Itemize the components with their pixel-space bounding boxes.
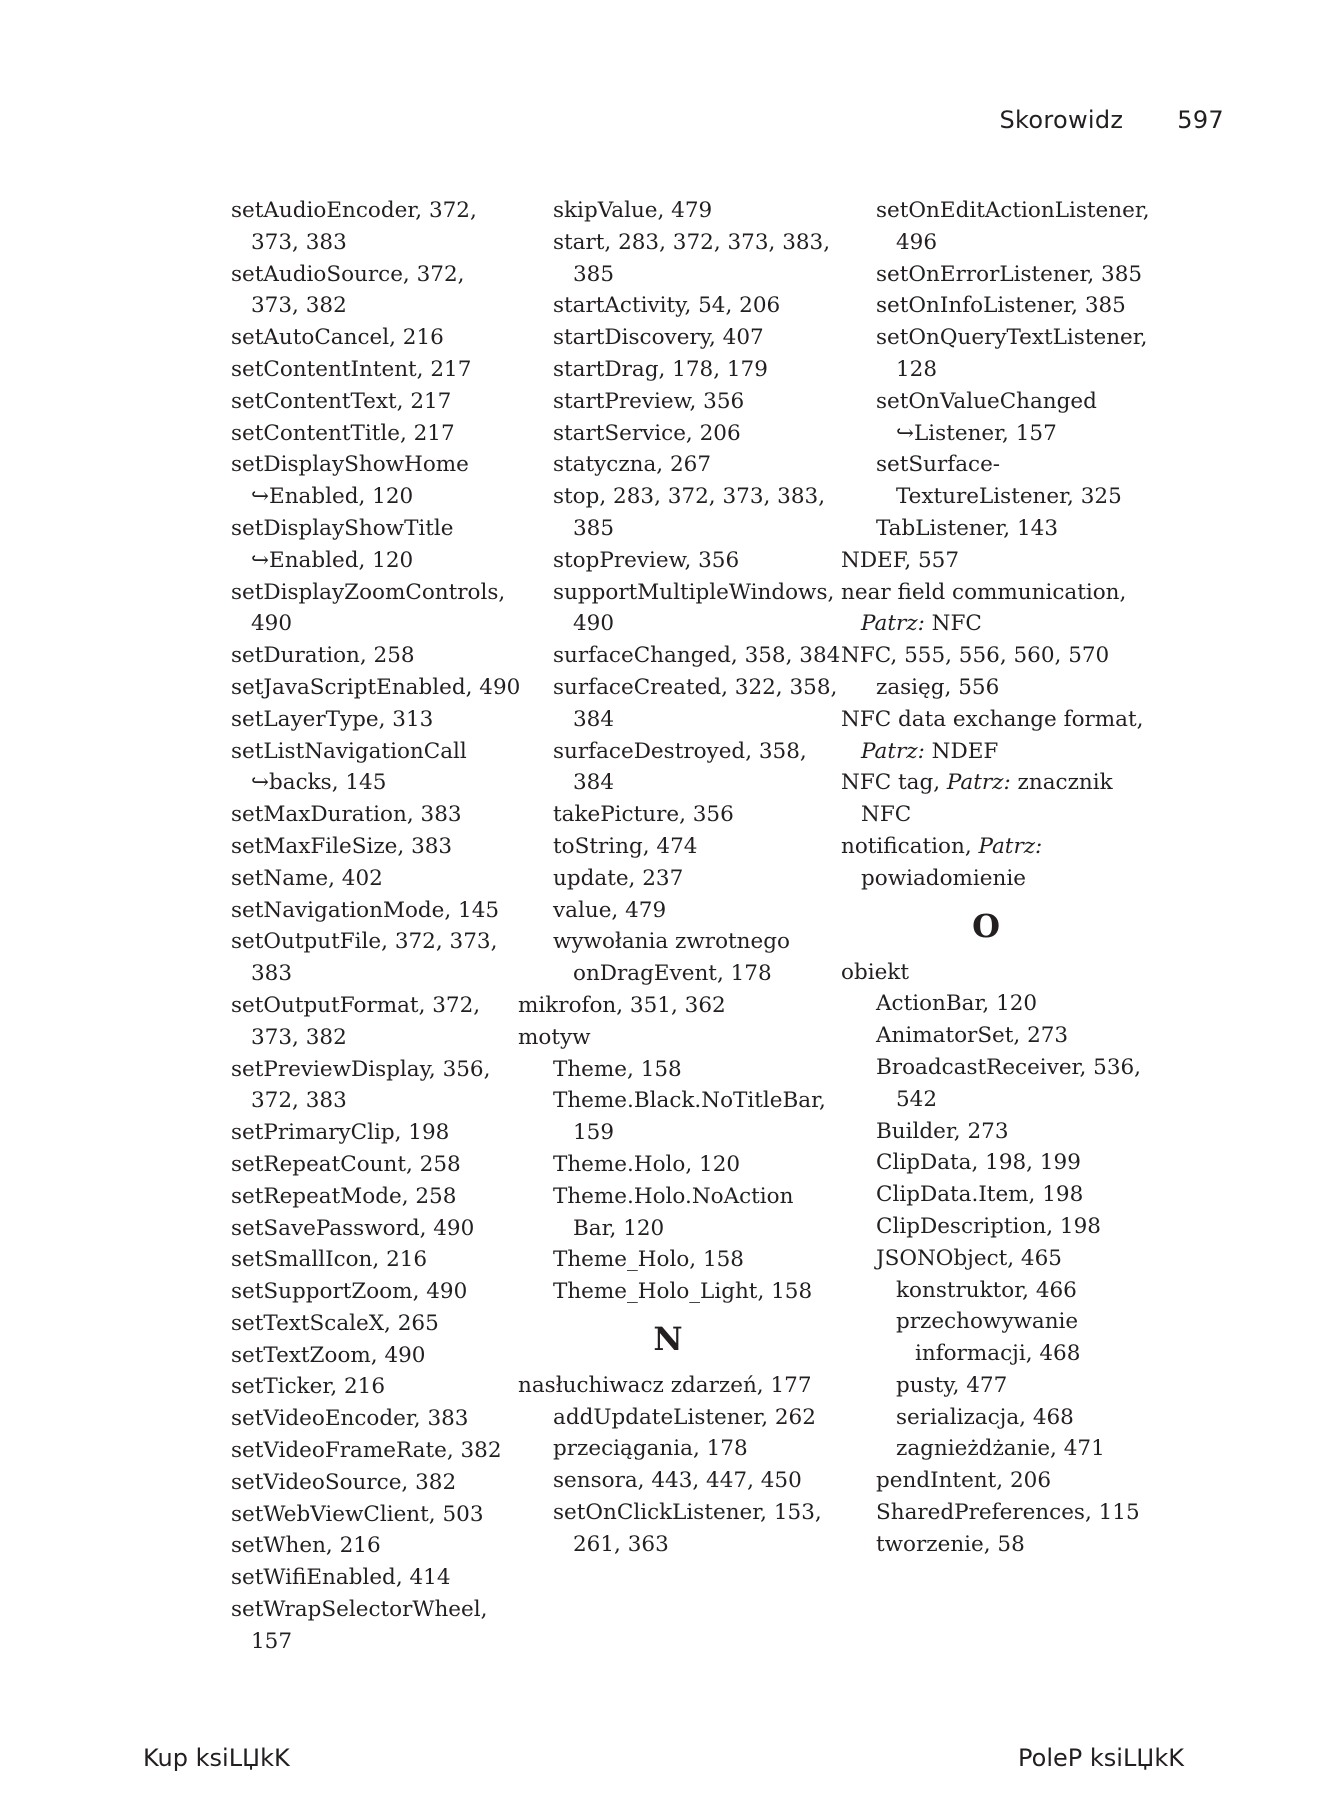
index-entry: 383 (251, 961, 293, 987)
index-entry: setOnInfoListener, 385 (876, 293, 1126, 319)
index-entry: 490 (251, 611, 293, 637)
see-reference-label: Patrz: (946, 770, 1011, 796)
index-entry: setOnClickListener, 153, (553, 1500, 822, 1526)
index-entry: TextureListener, 325 (896, 484, 1122, 510)
running-head-title: Skorowidz (999, 106, 1124, 134)
index-entry: 542 (896, 1086, 938, 1112)
index-entry: Patrz: NFC (861, 611, 982, 637)
index-entry: setPrimaryClip, 198 (231, 1120, 450, 1146)
index-entry: setAutoCancel, 216 (231, 325, 444, 351)
index-entry: setSavePassword, 490 (231, 1215, 475, 1241)
index-entry: setOnErrorListener, 385 (876, 261, 1143, 287)
index-entry: setMaxDuration, 383 (231, 802, 462, 828)
index-entry: setDuration, 258 (231, 643, 415, 669)
index-entry: ClipDescription, 198 (876, 1213, 1101, 1239)
index-entry: setWhen, 216 (231, 1533, 381, 1559)
index-entry: Builder, 273 (876, 1118, 1009, 1144)
index-entry: ↪Enabled, 120 (251, 547, 414, 573)
index-entry: ↪backs, 145 (251, 770, 387, 796)
index-entry: startDrag, 178, 179 (553, 356, 768, 382)
index-entry: start, 283, 372, 373, 383, (553, 229, 831, 255)
index-entry: 385 (573, 515, 615, 541)
index-column-1 (231, 195, 531, 1658)
index-entry: ClipData, 198, 199 (876, 1150, 1081, 1176)
index-entry: powiadomienie (861, 865, 1026, 891)
see-reference-label: Patrz: (861, 738, 925, 764)
index-entry: serializacja, 468 (896, 1404, 1074, 1430)
index-entry: setSurface- (876, 452, 1001, 478)
index-entry: value, 479 (553, 897, 667, 923)
index-entry: Theme.Holo, 120 (553, 1151, 741, 1177)
index-entry: setRepeatMode, 258 (231, 1183, 457, 1209)
index-entry: ActionBar, 120 (876, 991, 1038, 1017)
index-entry: update, 237 (553, 865, 684, 891)
index-entry: setContentText, 217 (231, 388, 452, 414)
index-entry: Theme.Black.NoTitleBar, (553, 1088, 826, 1114)
index-entry: 373, 382 (251, 293, 347, 319)
index-entry: toString, 474 (553, 833, 698, 859)
footer-recommend-link[interactable]: PoleP ksiLЏkK (1018, 1744, 1184, 1772)
index-entry: 384 (573, 706, 615, 732)
index-entry: przeciągania, 178 (553, 1436, 748, 1462)
index-entry: setName, 402 (231, 865, 383, 891)
index-entry: setOnEditActionListener, (876, 198, 1150, 223)
index-entry: setSmallIcon, 216 (231, 1247, 428, 1273)
index-entry: startDiscovery, 407 (553, 325, 764, 351)
index-entry: 373, 383 (251, 229, 347, 255)
index-entry: Theme, 158 (553, 1056, 682, 1082)
index-entry: skipValue, 479 (553, 198, 713, 223)
index-entry: 384 (573, 770, 615, 796)
index-entry: 490 (573, 611, 615, 637)
index-entry: zasięg, 556 (876, 674, 1000, 700)
index-entry: 385 (573, 261, 615, 287)
index-entry: JSONObject, 465 (876, 1245, 1062, 1271)
index-entry: setVideoFrameRate, 382 (231, 1438, 502, 1464)
index-entry: stop, 283, 372, 373, 383, (553, 484, 826, 510)
index-entry: setDisplayZoomControls, (231, 579, 506, 605)
index-entry: surfaceChanged, 358, 384 (553, 643, 841, 669)
index-entry: setTicker, 216 (231, 1374, 386, 1400)
index-entry: onDragEvent, 178 (573, 961, 772, 987)
index-entry: informacji, 468 (915, 1341, 1081, 1367)
footer-buy-link[interactable]: Kup ksiLЏkK (143, 1744, 290, 1772)
index-entry: 372, 383 (251, 1088, 347, 1114)
index-entry: setWifiEnabled, 414 (231, 1565, 451, 1591)
index-entry: setRepeatCount, 258 (231, 1151, 461, 1177)
index-entry: setLayerType, 313 (231, 706, 434, 732)
index-entry: setTextScaleX, 265 (231, 1310, 439, 1336)
index-entry: setContentIntent, 217 (231, 356, 472, 382)
index-entry: nasłuchiwacz zdarzeń, 177 (518, 1372, 812, 1398)
index-entry: obiekt (841, 959, 909, 985)
index-entry: setWrapSelectorWheel, (231, 1597, 488, 1623)
index-entry: ClipData.Item, 198 (876, 1182, 1084, 1208)
index-entry: setMaxFileSize, 383 (231, 833, 453, 859)
index-entry: mikrofon, 351, 362 (518, 992, 726, 1018)
index-entry: pusty, 477 (896, 1372, 1008, 1398)
section-letter: O (972, 906, 1000, 945)
index-entry: setDisplayShowHome (231, 452, 469, 478)
index-entry: 128 (896, 356, 938, 382)
index-entry: startActivity, 54, 206 (553, 293, 781, 319)
index-entry: near field communication, (841, 579, 1127, 605)
index-entry: Theme.Holo.NoAction (553, 1183, 794, 1209)
index-entry: setAudioEncoder, 372, (231, 198, 477, 223)
index-entry: pendIntent, 206 (876, 1468, 1051, 1494)
index-entry: konstruktor, 466 (896, 1277, 1077, 1303)
index-entry: statyczna, 267 (553, 452, 712, 478)
index-entry: przechowywanie (896, 1309, 1079, 1335)
index-entry: tworzenie, 58 (876, 1531, 1025, 1557)
index-entry: Bar, 120 (573, 1215, 665, 1241)
index-entry: setJavaScriptEnabled, 490 (231, 674, 521, 700)
index-entry: setWebViewClient, 503 (231, 1501, 484, 1527)
index-entry: 157 (251, 1628, 293, 1654)
index-entry: 261, 363 (573, 1531, 669, 1557)
index-entry: surfaceCreated, 322, 358, (553, 674, 838, 700)
index-entry: notification, Patrz: (841, 833, 1043, 859)
see-reference-label: Patrz: (978, 833, 1043, 859)
index-entry: Theme_Holo, 158 (553, 1247, 744, 1273)
index-entry: setListNavigationCall (231, 738, 467, 764)
index-entry: SharedPreferences, 115 (876, 1500, 1140, 1526)
page-number: 597 (1177, 106, 1224, 134)
index-entry: Patrz: NDEF (861, 738, 999, 764)
index-entry: setOnValueChanged (876, 388, 1097, 414)
index-entry: setTextZoom, 490 (231, 1342, 426, 1368)
index-entry: supportMultipleWindows, (553, 579, 835, 605)
index-entry: wywołania zwrotnego (553, 929, 790, 955)
section-letter: N (653, 1319, 683, 1358)
index-entry: NFC (861, 802, 912, 828)
index-entry: 496 (896, 229, 938, 255)
index-entry: surfaceDestroyed, 358, (553, 738, 807, 764)
index-entry: setOutputFile, 372, 373, (231, 929, 498, 955)
index-entry: takePicture, 356 (553, 802, 734, 828)
index-column-2 (518, 195, 841, 1561)
index-entry: setNavigationMode, 145 (231, 897, 500, 923)
index-entry: stopPreview, 356 (553, 547, 740, 573)
index-entry: NDEF, 557 (841, 547, 960, 573)
index-entry: setVideoEncoder, 383 (231, 1406, 469, 1432)
index-entry: startPreview, 356 (553, 388, 745, 414)
see-reference-label: Patrz: (861, 611, 925, 637)
index-entry: setVideoSource, 382 (231, 1469, 457, 1495)
index-entry: setDisplayShowTitle (231, 515, 454, 541)
index-entry: setOnQueryTextListener, (876, 325, 1148, 351)
index-entry: addUpdateListener, 262 (553, 1404, 816, 1430)
index-entry: startService, 206 (553, 420, 741, 446)
index-entry: BroadcastReceiver, 536, (876, 1054, 1142, 1080)
index-entry: setContentTitle, 217 (231, 420, 455, 446)
index-entry: TabListener, 143 (876, 515, 1058, 541)
index-entry: NFC, 555, 556, 560, 570 (841, 643, 1110, 669)
index-entry: sensora, 443, 447, 450 (553, 1468, 802, 1494)
running-head (1000, 106, 1224, 134)
index-entry: 159 (573, 1120, 615, 1146)
index-entry: zagnieżdżanie, 471 (896, 1436, 1105, 1462)
index-entry: ↪Enabled, 120 (251, 484, 414, 510)
index-entry: 373, 382 (251, 1024, 347, 1050)
index-entry: Theme_Holo_Light, 158 (553, 1279, 813, 1305)
index-column-3 (841, 195, 1171, 1561)
index-entry: AnimatorSet, 273 (876, 1023, 1069, 1049)
index-entry: setSupportZoom, 490 (231, 1279, 468, 1305)
index-entry: setOutputFormat, 372, (231, 992, 481, 1018)
index-entry: motyw (518, 1024, 591, 1050)
index-entry: setAudioSource, 372, (231, 261, 465, 287)
index-entry: setPreviewDisplay, 356, (231, 1056, 491, 1082)
index-entry: ↪Listener, 157 (896, 420, 1057, 446)
index-entry: NFC data exchange format, (841, 706, 1144, 732)
index-entry: NFC tag, Patrz: znacznik (841, 770, 1113, 796)
